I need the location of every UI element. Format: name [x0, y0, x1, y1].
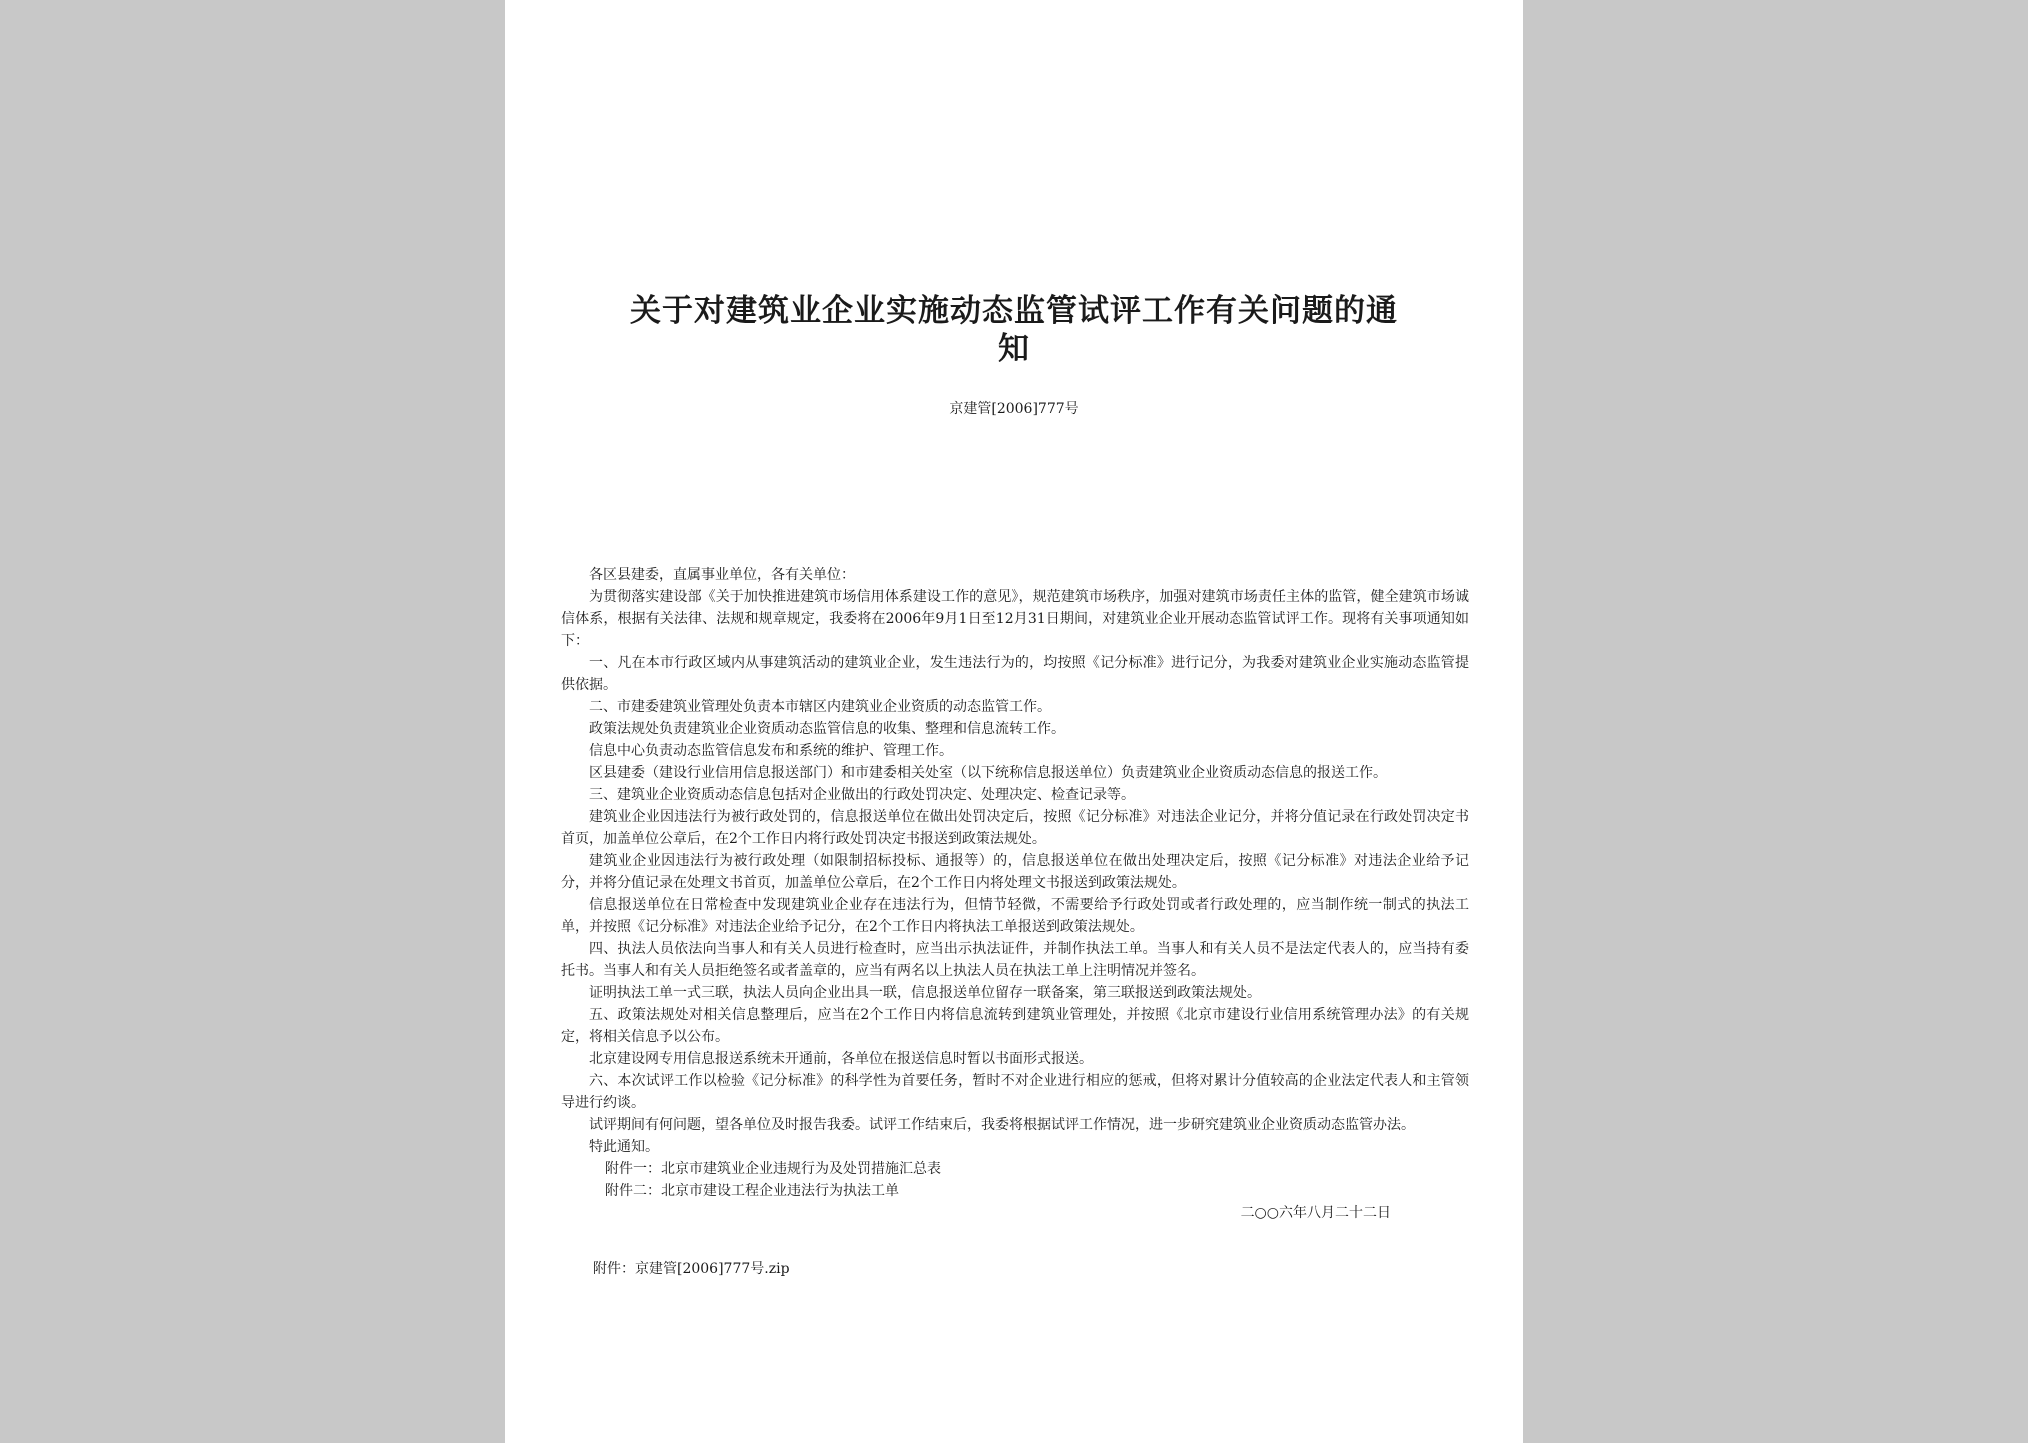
- paragraph: 试评期间有何问题，望各单位及时报告我委。试评工作结束后，我委将根据试评工作情况，进一步研究建筑业企业资质动态监管办法。: [589, 1117, 1415, 1133]
- attachment-item: 附件一：北京市建筑业企业违规行为及处罚措施汇总表: [605, 1161, 941, 1177]
- paragraph: 建筑业企业因违法行为被行政处理（如限制招标投标、通报等）的，信息报送单位在做出处理决定后，按照《记分标准》对违法企业给予记分，并将分值记录在处理文书首页，加盖单位公章后，在2个工作日内将处理文书报送到政策法规处。: [561, 853, 1469, 891]
- title-line-2: 知: [998, 331, 1030, 367]
- attachment-item: 附件二：北京市建设工程企业违法行为执法工单: [605, 1183, 899, 1199]
- paragraph: 六、本次试评工作以检验《记分标准》的科学性为首要任务，暂时不对企业进行相应的惩戒，但将对累计分值较高的企业法定代表人和主管领导进行约谈。: [561, 1073, 1469, 1111]
- paragraph: 五、政策法规处对相关信息整理后，应当在2个工作日内将信息流转到建筑业管理处，并按照《北京市建设行业信用系统管理办法》的有关规定，将相关信息予以公布。: [561, 1007, 1469, 1045]
- paragraph: 信息报送单位在日常检查中发现建筑业企业存在违法行为，但情节轻微，不需要给予行政处罚或者行政处理的，应当制作统一制式的执法工单，并按照《记分标准》对违法企业给予记分，在2个工作日内将执法工单报送到政策法规处。: [561, 897, 1469, 935]
- paragraph: 三、建筑业企业资质动态信息包括对企业做出的行政处罚决定、处理决定、检查记录等。: [589, 787, 1135, 803]
- paragraph: 四、执法人员依法向当事人和有关人员进行检查时，应当出示执法证件，并制作执法工单。当事人和有关人员不是法定代表人的，应当持有委托书。当事人和有关人员拒绝签名或者盖章的，应当有两名以上执法人员在执法工单上注明情况并签名。: [561, 941, 1469, 979]
- paragraph: 政策法规处负责建筑业企业资质动态监管信息的收集、整理和信息流转工作。: [589, 721, 1065, 737]
- document-body: [561, 564, 1469, 1224]
- paragraph: 证明执法工单一式三联，执法人员向企业出具一联，信息报送单位留存一联备案，第三联报送到政策法规处。: [589, 985, 1261, 1001]
- paragraph: 建筑业企业因违法行为被行政处罚的，信息报送单位在做出处罚决定后，按照《记分标准》对违法企业记分，并将分值记录在行政处罚决定书首页，加盖单位公章后，在2个工作日内将行政处罚决定书报送到政策法规处。: [561, 809, 1469, 847]
- document-date: 二○○六年八月二十二日: [1240, 1205, 1391, 1221]
- paragraph: 一、凡在本市行政区域内从事建筑活动的建筑业企业，发生违法行为的，均按照《记分标准》进行记分，为我委对建筑业企业实施动态监管提供依据。: [561, 655, 1469, 693]
- paragraph: 区县建委（建设行业信用信息报送部门）和市建委相关处室（以下统称信息报送单位）负责建筑业企业资质动态信息的报送工作。: [589, 765, 1387, 781]
- document-page: [505, 0, 1523, 1443]
- document-title: [560, 292, 1468, 368]
- document-number: 京建管[2006]777号: [949, 401, 1079, 417]
- attachment-file-link[interactable]: 附件：京建管[2006]777号.zip: [593, 1261, 790, 1277]
- paragraph: 为贯彻落实建设部《关于加快推进建筑市场信用体系建设工作的意见》，规范建筑市场秩序，加强对建筑市场责任主体的监管，健全建筑市场诚信体系，根据有关法律、法规和规章规定，我委将在2006年9月1日至12月31日期间，对建筑业企业开展动态监管试评工作。现将有关事项通知如下：: [561, 589, 1469, 649]
- paragraph: 特此通知。: [589, 1139, 659, 1155]
- paragraph: 信息中心负责动态监管信息发布和系统的维护、管理工作。: [589, 743, 953, 759]
- paragraph: 北京建设网专用信息报送系统未开通前，各单位在报送信息时暂以书面形式报送。: [589, 1051, 1093, 1067]
- paragraph: 二、市建委建筑业管理处负责本市辖区内建筑业企业资质的动态监管工作。: [589, 699, 1051, 715]
- title-line-1: 关于对建筑业企业实施动态监管试评工作有关问题的通: [630, 293, 1398, 329]
- salutation: 各区县建委，直属事业单位，各有关单位：: [589, 567, 855, 583]
